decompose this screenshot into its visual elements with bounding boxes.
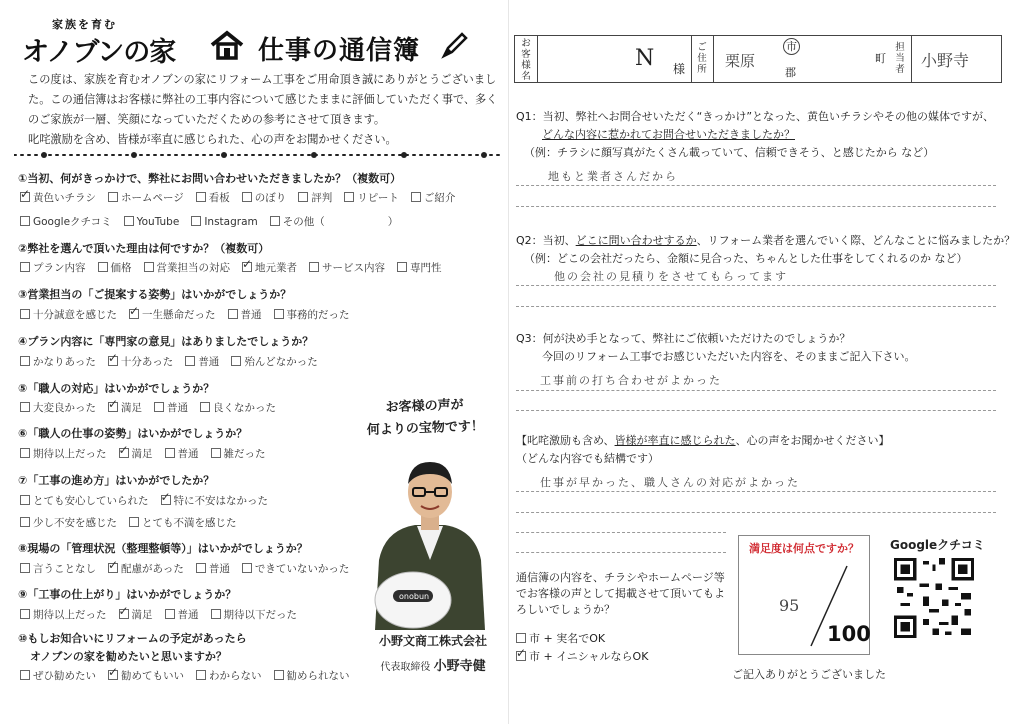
checkbox[interactable]: [108, 192, 118, 202]
survey-option[interactable]: [196, 561, 230, 576]
survey-option-label: 言うことなし: [33, 563, 96, 575]
right-page: [510, 0, 1024, 724]
q1-answer: 地もと業者さんだから: [548, 170, 678, 183]
survey-options-row: [20, 307, 362, 322]
survey-question: ⑧現場の「管理状況（整理整頓等）」はいかがでしょうか？: [18, 542, 308, 555]
survey-option[interactable]: [129, 515, 237, 530]
survey-option-label: 少し不安を感じた: [33, 517, 117, 529]
free-comment-block: [516, 432, 890, 468]
gun-label: 郡: [785, 66, 796, 79]
q2-block: [516, 232, 1016, 268]
publish-option[interactable]: [516, 648, 648, 664]
survey-option[interactable]: [119, 607, 153, 622]
customer-info-table: [514, 35, 1002, 83]
survey-option[interactable]: [108, 354, 173, 369]
checkbox[interactable]: [200, 402, 210, 412]
answer-line: [516, 532, 726, 533]
checkbox[interactable]: [242, 192, 252, 202]
checkbox[interactable]: [191, 216, 201, 226]
staff-value: 小野寺: [921, 51, 970, 70]
survey-options-row: [20, 354, 330, 369]
q1-line1: Q1：当初、弊社へお問合せいただく“きっかけ”となった、黄色いチラシやその他の媒体ですが、: [516, 110, 995, 123]
survey-option-label: 事務的だった: [286, 309, 350, 321]
survey-option-label: ぜひ勧めたい: [33, 670, 96, 682]
q3-block: [516, 330, 1016, 366]
checkbox[interactable]: [20, 609, 30, 619]
survey-option[interactable]: [231, 354, 318, 369]
survey-option[interactable]: [270, 214, 399, 229]
survey-question: ⑨「工事の仕上がり」はいかがでしょうか？: [18, 588, 237, 601]
survey-option-label: 黄色いチラシ: [33, 192, 96, 204]
survey-option-label: とても安心していられた: [33, 495, 149, 507]
survey-option-label: 普通: [198, 356, 220, 368]
free-line1: [516, 432, 890, 450]
survey-option[interactable]: [211, 446, 266, 461]
survey-option-label: 十分あった: [120, 356, 174, 368]
checkbox-checked[interactable]: [108, 402, 118, 412]
thanks-text: ご記入ありがとうございました: [732, 668, 886, 681]
intro-text: [28, 70, 498, 150]
survey-question: ④プラン内容に「専門家の意見」はありましたでしょうか？: [18, 335, 314, 348]
satisfaction-score: 95: [779, 596, 800, 615]
checkbox[interactable]: [516, 633, 526, 643]
checkbox[interactable]: [20, 262, 30, 272]
survey-option[interactable]: [20, 260, 86, 275]
checkbox[interactable]: [309, 262, 319, 272]
survey-option-label: 専門性: [410, 262, 442, 274]
speech-line: 何よりの宝物です！: [366, 418, 485, 439]
survey-option-label: できていないかった: [254, 563, 350, 575]
checkbox[interactable]: [20, 670, 30, 680]
survey-option-label: 普通: [177, 609, 199, 621]
house-icon: [210, 30, 244, 60]
free-answer: 仕事が早かった、職人さんの対応がよかった: [540, 476, 800, 489]
survey-options-row: [20, 400, 288, 415]
checkbox-checked[interactable]: [119, 448, 129, 458]
checkbox[interactable]: [411, 192, 421, 202]
checkbox[interactable]: [344, 192, 354, 202]
checkbox-checked[interactable]: [119, 609, 129, 619]
q2-example: （例：どこの会社だったら、金額に見合った、ちゃんとした仕事をしてくれるのか など）: [524, 252, 968, 265]
brand-name: オノブンの家: [22, 37, 176, 68]
free-line1-part: 、心の声をお聞かせください】: [735, 434, 890, 447]
survey-option[interactable]: [200, 400, 276, 415]
free-line1-emphasis: 皆様が率直に感じられた: [614, 434, 736, 447]
survey-option-label: Googleクチコミ: [33, 216, 112, 228]
survey-option[interactable]: [20, 515, 117, 530]
survey-option[interactable]: [119, 446, 153, 461]
checkbox[interactable]: [196, 192, 206, 202]
survey-option-label: 営業担当の対応: [156, 262, 230, 274]
survey-option[interactable]: [124, 216, 180, 228]
survey-option-label: 期待以上だった: [33, 448, 107, 460]
survey-option[interactable]: [108, 561, 184, 576]
survey-option-label: 十分誠意を感じた: [33, 309, 117, 321]
speech-text: [354, 394, 495, 443]
survey-option[interactable]: [185, 354, 219, 369]
checkbox[interactable]: [242, 563, 252, 573]
checkbox[interactable]: [165, 609, 175, 619]
publish-option[interactable]: [516, 630, 605, 646]
survey-option[interactable]: [20, 607, 107, 622]
survey-question: ⑩もしお知合いにリフォームの予定があったら: [18, 632, 247, 645]
checkbox[interactable]: [397, 262, 407, 272]
publish-option-label: 市 + イニシャルならOK: [529, 650, 649, 663]
q3-line1: Q3：何が決め手となって、弊社にご依頼いただけたのでしょうか？: [516, 332, 851, 345]
survey-option-label: 期待以上だった: [33, 609, 107, 621]
survey-question: ⑥「職人の仕事の姿勢」はいかがでしょうか？: [18, 427, 248, 440]
survey-option[interactable]: [165, 446, 199, 461]
free-line1-part: 【叱咤激励も含め、: [516, 434, 615, 447]
checkbox[interactable]: [274, 670, 284, 680]
publish-question: [516, 570, 730, 618]
checkbox[interactable]: [144, 262, 154, 272]
survey-option-label: わからない: [209, 670, 262, 682]
checkbox-checked[interactable]: [161, 495, 171, 505]
survey-option-label: ホームページ: [121, 192, 184, 204]
survey-options-row: [20, 607, 309, 622]
survey-option[interactable]: [20, 668, 96, 683]
answer-line: [516, 285, 996, 286]
survey-options-row: [20, 668, 362, 683]
name-label: お客様名: [521, 38, 531, 82]
checkbox[interactable]: [231, 356, 241, 366]
survey-option[interactable]: [242, 561, 350, 576]
survey-option-label: 価格: [110, 262, 132, 274]
checkbox[interactable]: [228, 309, 238, 319]
survey-option[interactable]: [108, 400, 142, 415]
survey-option[interactable]: [196, 190, 230, 205]
survey-option[interactable]: [165, 607, 199, 622]
city-label: 市: [783, 38, 800, 55]
satisfaction-max: 100: [827, 622, 871, 646]
name-label-cell: [515, 36, 538, 82]
answer-line: [516, 185, 996, 186]
survey-question: ②弊社を選んで頂いた理由は何ですか？（複数可）: [18, 242, 270, 255]
survey-option[interactable]: [20, 190, 96, 205]
survey-option[interactable]: [20, 400, 96, 415]
survey-question-cont: オノブンの家を勧めたいと思いますか？: [30, 650, 227, 663]
survey-question: ③営業担当の「ご提案する姿勢」はいかがでしょうか？: [18, 288, 292, 301]
survey-option-label: 雑だった: [223, 448, 266, 460]
survey-options-row: [20, 561, 361, 576]
checkbox-checked[interactable]: [108, 356, 118, 366]
checkbox[interactable]: [196, 563, 206, 573]
survey-option[interactable]: [344, 190, 399, 205]
survey-option[interactable]: [108, 668, 184, 683]
q2-line1-part: 、リフォーム業者を選んでいく際、どんなことに悩みましたか？: [696, 234, 1016, 247]
survey-option-label: プラン内容: [33, 262, 86, 274]
q1-block: [516, 108, 1016, 162]
google-review-label: Googleクチコミ: [890, 538, 985, 552]
q2-line1-emphasis: どこに問い合わせするか: [575, 234, 697, 247]
company-name: 小野文商工株式会社: [378, 634, 487, 648]
survey-option[interactable]: [309, 260, 385, 275]
checkbox[interactable]: [20, 402, 30, 412]
checkbox[interactable]: [20, 563, 30, 573]
checkbox[interactable]: [196, 670, 206, 680]
checkbox-checked[interactable]: [108, 563, 118, 573]
satisfaction-title: 満足度は何点ですか？: [749, 542, 859, 555]
survey-option-label: 一生懸命だった: [142, 309, 216, 321]
checkbox[interactable]: [20, 495, 30, 505]
survey-option-label: 満足: [121, 402, 142, 414]
survey-option-label: のぼり: [254, 192, 287, 204]
survey-options-row: [20, 214, 410, 229]
checkbox[interactable]: [165, 448, 175, 458]
staff-label-cell: [889, 36, 912, 82]
answer-line: [516, 306, 996, 307]
survey-option[interactable]: [20, 214, 112, 229]
survey-option-label: YouTube: [136, 216, 180, 228]
survey-option-label: 良くなかった: [213, 402, 276, 414]
rep-title: 代表取締役: [380, 662, 431, 673]
publish-option-label: 市 + 実名でOK: [529, 632, 606, 645]
survey-options-row: [20, 190, 467, 205]
address-city-value: 栗原: [725, 52, 756, 70]
name-suffix: 様: [673, 62, 686, 76]
survey-option-label: 期待以下だった: [223, 609, 297, 621]
address-label: ご住所: [697, 42, 707, 75]
survey-options-row: [20, 446, 278, 461]
q3-answer: 工事前の打ち合わせがよかった: [540, 374, 722, 387]
checkbox-checked[interactable]: [20, 192, 30, 202]
survey-option[interactable]: [20, 354, 96, 369]
q3-line2: 今回のリフォーム工事でお感じいただいた内容を、そのままご記入下さい。: [542, 350, 916, 363]
dotted-divider: [14, 149, 502, 161]
qr-code-icon[interactable]: [894, 558, 974, 638]
publish-question-text: 通信簿の内容を、チラシやホームページ等でお客様の声として掲載させて頂いてもよろしいでしょうか？: [516, 571, 725, 616]
checkbox[interactable]: [20, 517, 30, 527]
free-line2: （どんな内容でも結構です）: [516, 452, 659, 465]
survey-option[interactable]: [191, 216, 257, 228]
q1-example: （例：チラシに顔写真がたくさん載っていて、信頼できそう、と感じたから など）: [524, 146, 935, 159]
survey-option[interactable]: [274, 307, 350, 322]
survey-option[interactable]: [154, 400, 188, 415]
survey-option[interactable]: [242, 260, 297, 275]
survey-option-label: 看板: [208, 192, 230, 204]
checkbox[interactable]: [20, 216, 30, 226]
checkbox[interactable]: [124, 216, 134, 226]
survey-options-row: [20, 515, 249, 530]
survey-option[interactable]: [161, 493, 269, 508]
survey-option[interactable]: [144, 260, 231, 275]
checkbox[interactable]: [20, 448, 30, 458]
survey-option-label: 普通: [167, 402, 188, 414]
checkbox[interactable]: [154, 402, 164, 412]
survey-option[interactable]: [211, 607, 298, 622]
pencil-icon: [440, 30, 470, 60]
checkbox-checked[interactable]: [516, 651, 526, 661]
survey-option-label: 普通: [208, 563, 230, 575]
survey-option-label: Instagram: [204, 216, 258, 228]
survey-option-label: 普通: [240, 309, 262, 321]
answer-line: [516, 552, 726, 553]
survey-option-label: かなりあった: [33, 356, 96, 368]
checkbox[interactable]: [298, 192, 308, 202]
survey-option-label: 殆んどなかった: [244, 356, 318, 368]
q2-line1: [516, 232, 1016, 250]
survey-option[interactable]: [98, 260, 132, 275]
answer-line: [516, 512, 996, 513]
survey-option-label: サービス内容: [322, 262, 385, 274]
survey-option-label: その他（ ）: [282, 216, 399, 228]
answer-line: [516, 410, 996, 411]
survey-option[interactable]: [20, 561, 96, 576]
survey-option-label: 大変良かった: [33, 402, 96, 414]
customer-name: N: [635, 46, 655, 71]
page-title: 仕事の通信簿: [258, 36, 421, 66]
checkbox-checked[interactable]: [129, 309, 139, 319]
survey-option-label: 満足: [131, 448, 153, 460]
staff-label: 担当者: [895, 42, 905, 75]
answer-line: [516, 390, 996, 391]
survey-question: ⑤「職人の対応」はいかがでしょうか？: [18, 382, 215, 395]
answer-line: [516, 491, 996, 492]
checkbox-checked[interactable]: [242, 262, 252, 272]
survey-option[interactable]: [274, 668, 350, 683]
survey-option[interactable]: [298, 190, 332, 205]
survey-options-row: [20, 260, 454, 275]
town-label: 町: [875, 52, 886, 65]
survey-options-row: [20, 493, 280, 508]
survey-option-label: 満足: [131, 609, 153, 621]
representative: [358, 655, 508, 674]
intro-paragraph: この度は、家族を育むオノブンの家にリフォーム工事をご用命頂き誠にありがとうございました。この通信簿はお客様に弊社の工事内容について感じたままに評価していただく事で、多くのご家族が一層、笑顔になっていただくための参考にさせて頂きます。: [28, 73, 498, 126]
survey-option-label: 普通: [177, 448, 199, 460]
answer-line: [516, 206, 996, 207]
intro-paragraph: 叱咤激励を含め、皆様が率直に感じられた、心の声をお聞かせください。: [28, 133, 397, 146]
checkbox[interactable]: [270, 216, 280, 226]
svg-text:onobun: onobun: [399, 592, 430, 601]
survey-option[interactable]: [20, 307, 117, 322]
survey-question: ①当初、何がきっかけで、弊社にお問い合わせいただきましたか？（複数可）: [18, 172, 402, 185]
survey-option[interactable]: [411, 190, 456, 205]
survey-option-label: とても不満を感じた: [142, 517, 237, 529]
left-page: [0, 0, 510, 724]
survey-question: ⑦「工事の進め方」はいかがでしたか？: [18, 474, 215, 487]
checkbox[interactable]: [211, 448, 221, 458]
checkbox[interactable]: [20, 309, 30, 319]
survey-option[interactable]: [20, 446, 107, 461]
survey-option-label: 地元業者: [255, 262, 297, 274]
q1-line2: どんな内容に惹かれてお問合せいただきましたか？: [542, 128, 795, 141]
survey-option[interactable]: [242, 190, 287, 205]
survey-option-label: 勧めてもいい: [121, 670, 184, 682]
q2-line1-part: Q2：当初、: [516, 234, 576, 247]
survey-option-label: ご紹介: [423, 192, 456, 204]
survey-option[interactable]: [397, 260, 442, 275]
checkbox[interactable]: [98, 262, 108, 272]
checkbox[interactable]: [211, 609, 221, 619]
checkbox[interactable]: [20, 356, 30, 366]
checkbox[interactable]: [129, 517, 139, 527]
rep-name: 小野寺健: [433, 659, 486, 674]
speech-line: お客様の声が: [385, 397, 464, 416]
survey-option[interactable]: [129, 307, 216, 322]
address-label-cell: [691, 36, 714, 82]
survey-option[interactable]: [108, 190, 184, 205]
survey-option[interactable]: [196, 668, 262, 683]
survey-option-label: リピート: [357, 192, 399, 204]
checkbox-checked[interactable]: [108, 670, 118, 680]
survey-option[interactable]: [228, 307, 262, 322]
checkbox[interactable]: [274, 309, 284, 319]
survey-option[interactable]: [20, 493, 149, 508]
survey-option-label: 勧められない: [286, 670, 350, 682]
satisfaction-box: [738, 535, 870, 655]
survey-option-label: 配慮があった: [121, 563, 184, 575]
survey-option-label: 特に不安はなかった: [173, 495, 268, 507]
brand-tagline: 家族を育む: [52, 18, 117, 31]
survey-option-label: 評判: [311, 192, 333, 204]
q2-answer: 他の会社の見積りをさせてもらってます: [554, 270, 788, 283]
checkbox[interactable]: [185, 356, 195, 366]
staff-photo: [365, 440, 495, 630]
